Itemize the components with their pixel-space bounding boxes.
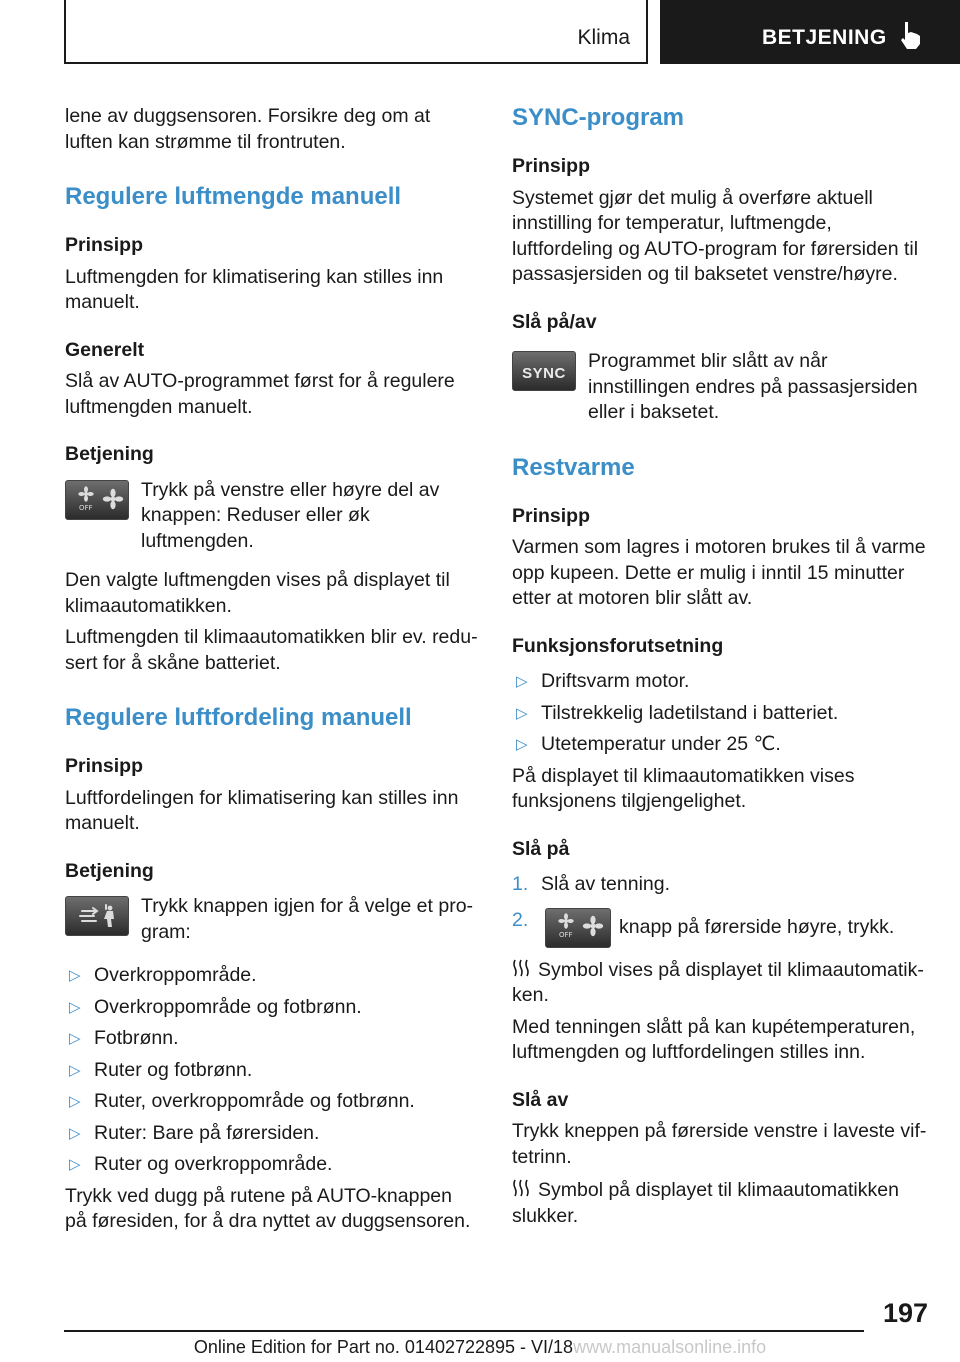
svg-text:OFF: OFF — [79, 503, 93, 512]
triangle-bullet-icon: ▷ — [69, 1093, 81, 1110]
sync-button-label: SYNC — [522, 365, 566, 382]
heading-general: Generelt — [65, 338, 145, 361]
distribution-operation-text: Trykk knappen igjen for å velge et program: — [141, 895, 474, 943]
header-chapter-title: BETJENING — [762, 26, 887, 49]
sync-button-row — [512, 349, 928, 426]
requirements-list — [512, 669, 928, 758]
program-list — [65, 963, 478, 1178]
list-item: ▷ Ruter og fotbrønn. — [65, 1058, 478, 1084]
on-steps-list — [512, 872, 928, 948]
fan-button-row — [65, 478, 478, 555]
heading-principle-3: Prinsipp — [512, 155, 591, 177]
left-column — [65, 104, 478, 1235]
dugg-closing-text: Trykk ved dugg på rutene på AUTO-knappen på føresiden, for å dra nyttet av duggsensoren. — [65, 1184, 471, 1232]
heading-principle-2: Prinsipp — [65, 755, 144, 777]
fan-off-button-icon — [545, 908, 611, 948]
section-title-manual-distribution: Regulere luftfordeling manuell — [65, 704, 412, 731]
header-chapter-tab — [660, 0, 960, 64]
footer-edition: Online Edition for Part no. 01402722895 - VI/18 — [193, 1337, 574, 1357]
heading-off: Slå av — [512, 1088, 569, 1111]
list-item: ▷ Driftsvarm motor. — [512, 669, 928, 695]
section-title-sync: SYNC-program — [512, 104, 685, 131]
section-title-manual-flow: Regulere luftmengde manuell — [65, 183, 402, 210]
distribution-principle-text: Luftfordelingen for klimatisering kan stilles inn manuelt. — [65, 786, 459, 834]
triangle-bullet-icon: ▷ — [516, 704, 528, 722]
list-item: 2. OFF knapp på førerside høyre, trykk. — [512, 908, 928, 948]
residual-principle-text: Varmen som lagres i motoren brukes til å varme opp kupeen. Dette er mulig i inntil 15 minutter etter at motoren blir slått av. — [512, 536, 926, 609]
heading-operation: Betjening — [65, 443, 154, 465]
footer — [0, 1337, 960, 1358]
air-distribution-button-row — [65, 894, 478, 945]
header-section-title: Klima — [577, 26, 630, 49]
list-item: ▷ Overkroppområde og fotbrønn. — [65, 995, 478, 1021]
triangle-bullet-icon: ▷ — [69, 1156, 81, 1173]
list-item: ▷ Ruter, overkroppområde og fotbrønn. — [65, 1089, 478, 1115]
right-column — [512, 104, 928, 1229]
list-item: ▷ Ruter: Bare på førersiden. — [65, 1121, 478, 1147]
triangle-bullet-icon: ▷ — [69, 1030, 81, 1047]
hand-pointer-icon — [898, 20, 924, 50]
fan-off-button-icon — [65, 480, 129, 520]
page-number: 197 — [882, 1298, 928, 1328]
flow-battery-text: Luftmengden til klimaautomatikken blir ev. redusert for å skåne batteriet. — [65, 626, 478, 674]
triangle-bullet-icon: ▷ — [69, 1124, 81, 1142]
triangle-bullet-icon: ▷ — [69, 967, 81, 984]
heading-principle: Prinsipp — [65, 234, 144, 256]
header-section-box — [64, 0, 648, 64]
list-item: 1. Slå av tenning. — [512, 873, 671, 895]
triangle-bullet-icon: ▷ — [69, 998, 81, 1016]
heading-operation-2: Betjening — [65, 859, 154, 882]
operation-text: Trykk på venstre eller høyre del av knappen: Reduser eller øk luftmengden. — [141, 478, 440, 552]
heat-waves-icon — [512, 958, 530, 978]
flow-display-text: Den valgte luftmengden vises på displayet til klimaautomatikken. — [65, 569, 450, 617]
heading-principle-4: Prinsipp — [512, 504, 591, 527]
intro-paragraph: lene av duggsensoren. Forsikre deg om at luften kan strømme til frontruten. — [65, 105, 431, 153]
sync-principle-text: Systemet gjør det mulig å overføre aktuell innstilling for temperatur, luftmengde, luftfordeling og AUTO-program for førersiden til passasjersiden og til baksetet venstre/høyre. — [512, 186, 919, 285]
triangle-bullet-icon: ▷ — [69, 1061, 81, 1079]
off-text: Trykk kneppen på førerside venstre i laveste viftetrinn. — [512, 1120, 927, 1168]
list-item: ▷ Overkroppområde. — [65, 963, 478, 989]
svg-text:OFF: OFF — [559, 930, 573, 939]
section-title-residual-heat: Restvarme — [512, 453, 635, 481]
triangle-bullet-icon: ▷ — [516, 673, 528, 690]
general-text: Slå av AUTO-programmet først for å regulere luftmengden manuelt. — [65, 370, 455, 418]
triangle-bullet-icon: ▷ — [516, 736, 528, 753]
off-symbol-text: Symbol på displayet til klimaautomatikken slukker. — [512, 1179, 899, 1227]
sync-button-icon — [512, 351, 576, 391]
heading-onoff: Slå på/av — [512, 310, 597, 333]
on-after-text: Med tenningen slått på kan kupétemperaturen, luftmengden og luftfordelingen stilles inn. — [512, 1015, 916, 1063]
on-symbol-text: Symbol vises på displayet til klimaautomatikken. — [512, 958, 924, 1006]
list-item: ▷ Utetemperatur under 25 ℃. — [512, 732, 928, 758]
heading-on: Slå på — [512, 837, 570, 860]
footer-divider — [64, 1330, 864, 1332]
list-item: ▷ Fotbrønn. — [65, 1026, 478, 1052]
footer-watermark: www.manualsonline.info — [573, 1337, 767, 1357]
heat-waves-icon — [512, 1178, 530, 1198]
list-item: ▷ Tilstrekkelig ladetilstand i batteriet. — [512, 701, 928, 727]
availability-text: På displayet til klimaautomatikken vises funksjonens tilgjengelighet. — [512, 764, 855, 812]
principle-text: Luftmengden for klimatisering kan stilles inn manuelt. — [65, 265, 444, 313]
list-item: ▷ Ruter og overkroppområde. — [65, 1152, 478, 1178]
sync-onoff-text: Programmet blir slått av når innstillingen endres på passasjersiden eller i baksetet. — [588, 350, 918, 423]
air-distribution-button-icon — [65, 896, 129, 936]
heading-requirements: Funksjonsforutsetning — [512, 634, 724, 657]
